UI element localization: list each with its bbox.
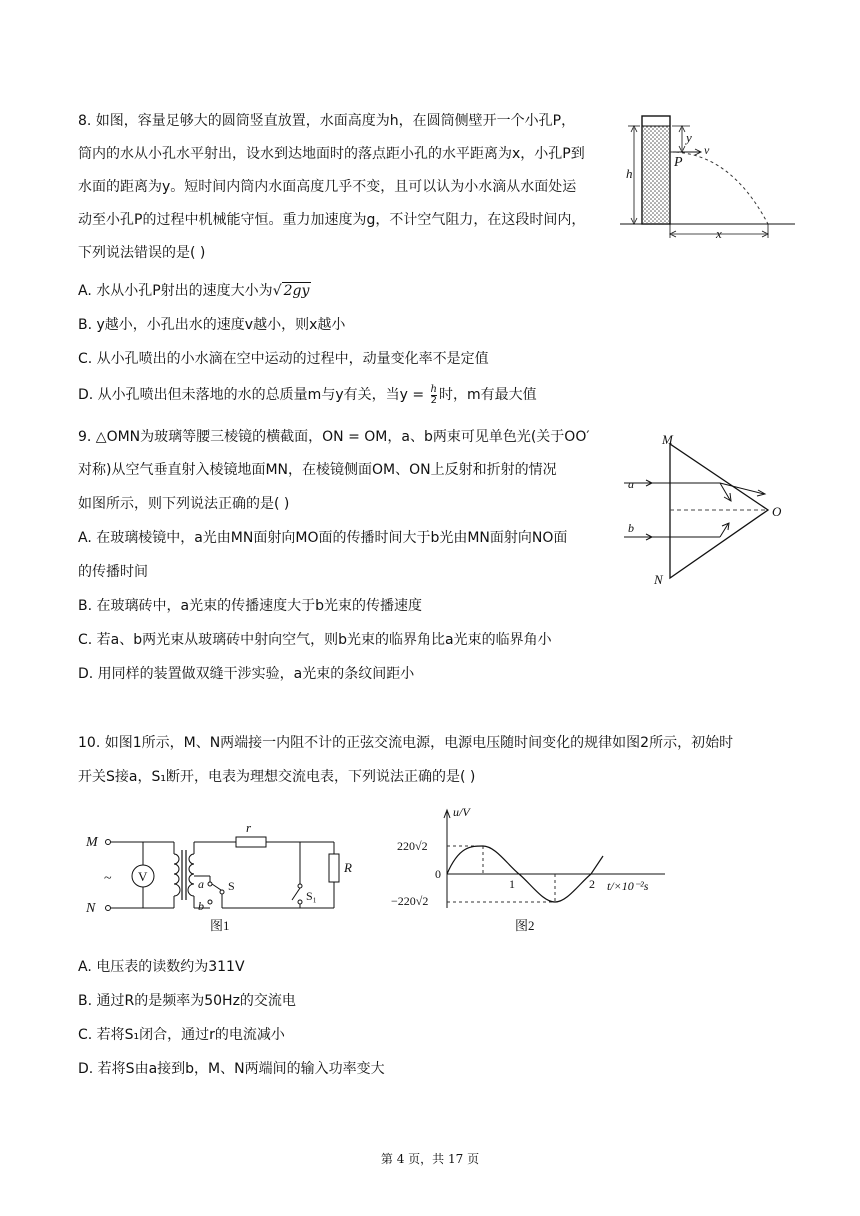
a-label: a <box>628 477 634 491</box>
q9-stem-line-3: 如图所示，则下列说法正确的是( ) <box>78 496 290 512</box>
fraction-numerator: h <box>430 383 437 395</box>
q10-voltage-graph <box>391 804 685 938</box>
fraction-denominator: 2 <box>430 394 437 406</box>
s-label: S <box>228 879 235 893</box>
q8-stem-line-4: 动至小孔P的过程中机械能守恒。重力加速度为g，不计空气阻力，在这段时间内， <box>78 212 586 228</box>
n-terminal-label: N <box>86 901 96 916</box>
water-trajectory <box>670 152 768 224</box>
q9-figure <box>618 430 798 590</box>
q8-option-a-text: A. 水从小孔P射出的速度大小为 <box>78 283 273 299</box>
resistor-R <box>329 842 352 908</box>
switch-s1 <box>292 842 317 908</box>
x-label: x <box>716 226 722 241</box>
p-label: P <box>674 155 683 170</box>
b-label: b <box>628 521 634 535</box>
sqrt-sign: √ <box>272 283 282 299</box>
page-footer: 第 4 页，共 17 页 <box>380 1152 480 1166</box>
v-label: v <box>704 143 710 157</box>
q9-option-b: B. 在玻璃砖中，a光束的传播速度大于b光束的传播速度 <box>78 598 422 614</box>
fig2-caption: 图2 <box>515 918 535 933</box>
y-tick-bottom: −220√2 <box>391 894 429 908</box>
y-axis-label: u/V <box>453 805 470 819</box>
q8-option-d-pre: D. 从小孔喷出但未落地的水的总质量m与y有关，当y = <box>78 387 429 403</box>
fig1-caption: 图1 <box>210 918 230 933</box>
secondary-coil <box>188 854 194 896</box>
a-contact-label: a <box>198 877 204 891</box>
q8-stem-line-3: 水面的距离为y。短时间内筒内水面高度几乎不变，且可以认为小水滴从水面处运 <box>78 179 577 195</box>
switch-s <box>194 876 235 913</box>
prism-outline <box>670 444 768 578</box>
y-label: y <box>686 130 692 145</box>
resistor-r <box>236 820 266 847</box>
q9-option-c: C. 若a、b两光束从玻璃砖中射向空气，则b光束的临界角比a光束的临界角小 <box>78 632 552 648</box>
R-label: R <box>344 860 352 875</box>
beam-a <box>624 477 765 501</box>
q9-option-d: D. 用同样的装置做双缝干涉实验，a光束的条纹间距小 <box>78 666 415 682</box>
q9-option-a-line-1: A. 在玻璃棱镜中，a光由MN面射向MO面的传播时间大于b光由MN面射向NO面 <box>78 530 568 546</box>
q10-stem-line-2: 开关S接a，S₁断开，电表为理想交流电表，下列说法正确的是( ) <box>78 769 476 785</box>
q9-option-a-line-2: 的传播时间 <box>78 564 148 580</box>
q8-stem-line-1: 8. 如图，容量足够大的圆筒竖直放置，水面高度为h，在圆筒侧壁开一个小孔P， <box>78 113 576 129</box>
q10-option-a: A. 电压表的读数约为311V <box>78 959 245 975</box>
m-terminal-label: M <box>86 835 98 850</box>
h-label: h <box>626 166 633 181</box>
r-small-label: r <box>246 820 252 835</box>
q8-figure <box>620 112 800 244</box>
q10-option-d: D. 若将S由a接到b，M、N两端间的输入功率变大 <box>78 1061 385 1077</box>
primary-coil <box>174 854 180 896</box>
q8-option-c: C. 从小孔喷出的小水滴在空中运动的过程中，动量变化率不是定值 <box>78 351 489 367</box>
q8-option-d <box>78 384 537 406</box>
cylinder <box>642 116 670 224</box>
voltmeter <box>132 865 154 887</box>
y-tick-zero: 0 <box>435 867 441 881</box>
o-label: O <box>772 504 782 519</box>
m-label: M <box>662 432 673 447</box>
q8-stem-line-2: 筒内的水从小孔水平射出，设水到达地面时的落点距小孔的水平距离为x，小孔P到 <box>78 146 585 162</box>
q8-stem-line-5: 下列说法错误的是( ) <box>78 245 206 261</box>
velocity-arrow <box>670 143 710 170</box>
q8-option-a-radicand: 2gy <box>283 283 310 299</box>
x-axis-label: t/×10⁻²s <box>607 879 649 893</box>
y-tick-top: 220√2 <box>397 839 428 853</box>
q10-option-b: B. 通过R的是频率为50Hz的交流电 <box>78 993 296 1009</box>
q10-option-c: C. 若将S₁闭合，通过r的电流减小 <box>78 1027 285 1043</box>
voltmeter-label: V <box>138 869 148 884</box>
beam-b <box>624 521 729 540</box>
q9-stem-line-1: 9. △OMN为玻璃等腰三棱镜的横截面，ON = OM，a、b两束可见单色光(关于OO′ <box>78 429 590 445</box>
q8-option-b: B. y越小，小孔出水的速度v越小，则x越小 <box>78 317 346 333</box>
x-tick-1: 1 <box>509 877 515 891</box>
b-contact-label: b <box>198 899 204 913</box>
q10-circuit-figure <box>86 820 366 938</box>
x-tick-2: 2 <box>589 877 595 891</box>
q9-stem-line-2: 对称)从空气垂直射入棱镜地面MN，在棱镜侧面OM、ON上反射和折射的情况 <box>78 462 557 478</box>
s1-label: S₁ <box>306 889 317 903</box>
q8-option-d-post: 时，m有最大值 <box>438 387 537 403</box>
q8-option-d-fraction <box>431 385 437 406</box>
h-dimension <box>626 126 640 224</box>
n-label: N <box>654 572 663 587</box>
y-dimension <box>672 126 692 152</box>
x-dimension <box>670 224 768 241</box>
ac-tilde-label: ~ <box>104 871 112 886</box>
q10-stem-line-1: 10. 如图1所示，M、N两端接一内阻不计的正弦交流电源，电源电压随时间变化的规律如图2所示，初始时 <box>78 735 734 751</box>
q8-option-a <box>78 280 311 302</box>
